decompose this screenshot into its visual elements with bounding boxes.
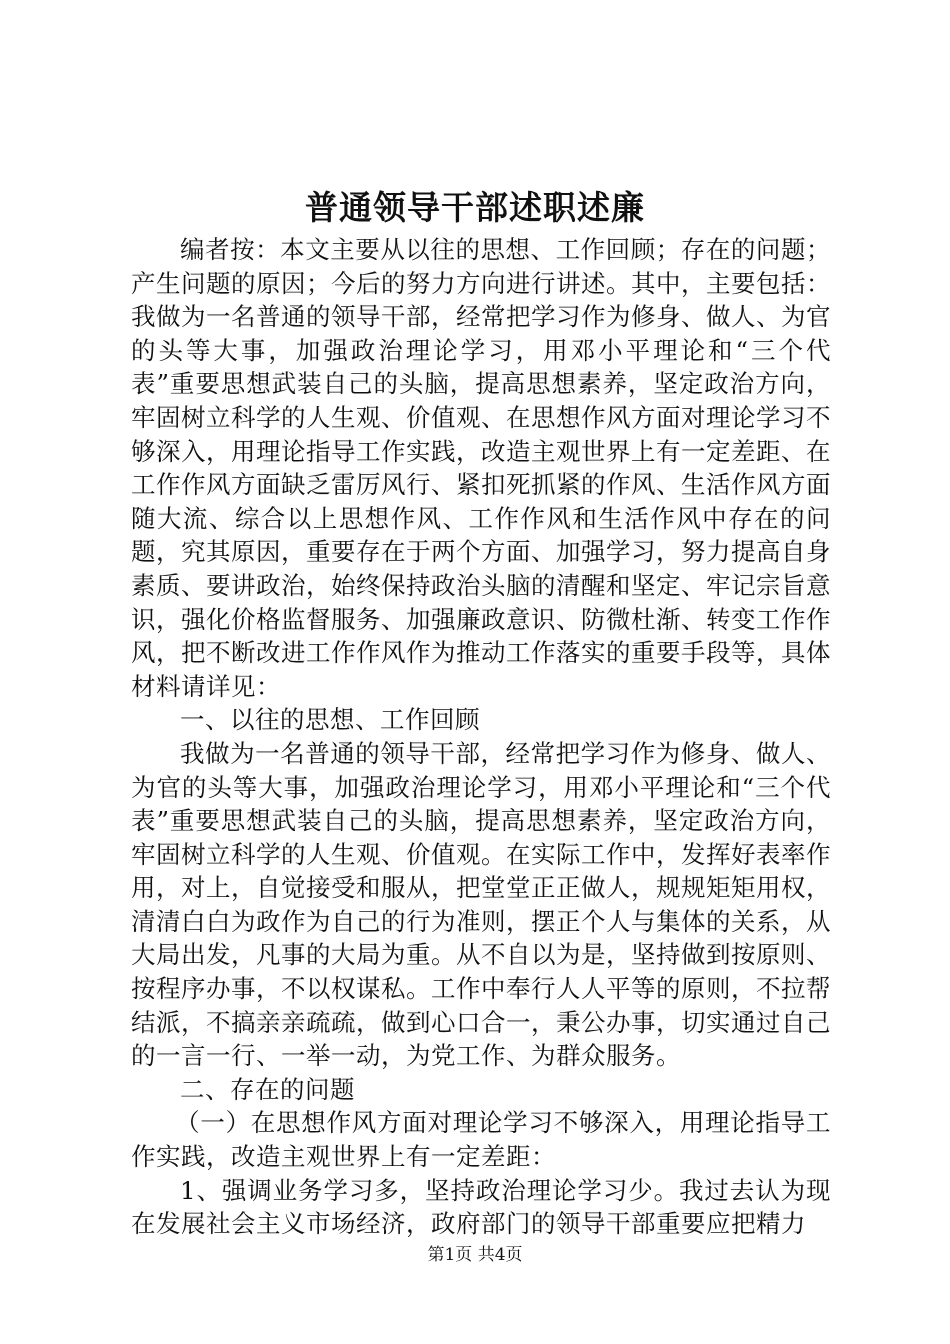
body-paragraph: 1、强调业务学习多，坚持政治理论学习少。我过去认为现在发展社会主义市场经济，政府部门的领导干部重要应把精力 (131, 1175, 831, 1239)
subsection-heading: （一）在思想作风方面对理论学习不够深入，用理论指导工作实践，改造主观世界上有一定差距： (131, 1108, 831, 1172)
section-heading-2: 二、存在的问题 (180, 1074, 355, 1104)
body-paragraph: 我做为一名普通的领导干部，经常把学习作为修身、做人、为官的头等大事，加强政治理论学习，用邓小平理论和“三个代表”重要思想武装自己的头脑，提高思想素养，坚定政治方向，牢固树立科学的人生观、价值观。在实际工作中，发挥好表率作用，对上，自觉接受和服从，把堂堂正正做人，规规矩矩用权，清清白白为政作为自己的行为准则，摆正个人与集体的关系，从大局出发，凡事的大局为重。从不自以为是，坚持做到按原则、按程序办事，不以权谋私。工作中奉行人人平等的原则，不拉帮结派，不搞亲亲疏疏，做到心口合一，秉公办事，切实通过自己的一言一行、一举一动，为党工作、为群众服务。 (131, 738, 831, 1071)
page-number-footer: 第1页 共4页 (427, 1245, 523, 1265)
editor-note-paragraph: 编者按：本文主要从以往的思想、工作回顾；存在的问题；产生问题的原因；今后的努力方向进行讲述。其中，主要包括：我做为一名普通的领导干部，经常把学习作为修身、做人、为官的头等大事，加强政治理论学习，用邓小平理论和“三个代表”重要思想武装自己的头脑，提高思想素养，坚定政治方向，牢固树立科学的人生观、价值观、在思想作风方面对理论学习不够深入，用理论指导工作实践，改造主观世界上有一定差距、在工作作风方面缺乏雷厉风行、紧扣死抓紧的作风、生活作风方面随大流、综合以上思想作风、工作作风和生活作风中存在的问题，究其原因，重要存在于两个方面、加强学习，努力提高自身素质、要讲政治，始终保持政治头脑的清醒和坚定、牢记宗旨意识，强化价格监督服务、加强廉政意识、防微杜渐、转变工作作风，把不断改进工作作风作为推动工作落实的重要手段等，具体材料请详见： (131, 235, 831, 701)
section-heading-1: 一、以往的思想、工作回顾 (180, 705, 480, 735)
document-title: 普通领导干部述职述廉 (305, 188, 645, 227)
document-body (131, 233, 831, 1241)
